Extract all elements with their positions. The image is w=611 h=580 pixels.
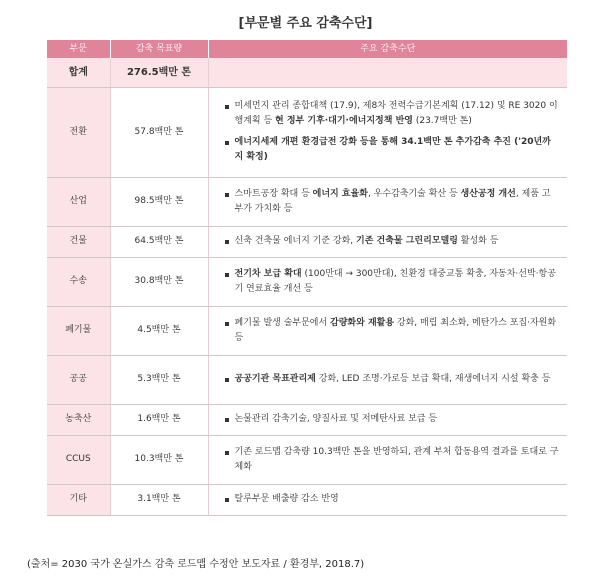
total-sector: 합계 xyxy=(47,58,110,87)
reduction-means-table xyxy=(47,40,567,516)
bullet-item xyxy=(225,135,560,165)
means-cell xyxy=(208,484,567,515)
means-cell xyxy=(208,435,567,484)
table-header-row xyxy=(47,40,567,58)
bullet-item xyxy=(225,372,560,387)
target-cell: 4.5백만 톤 xyxy=(110,306,208,355)
target-cell: 5.3백만 톤 xyxy=(110,355,208,404)
sector-cell: CCUS xyxy=(47,435,110,484)
target-cell: 10.3백만 톤 xyxy=(110,435,208,484)
bullet-text: 강화, LED 조명·가로등 보급 확대, 재생에너지 시설 확충 등 xyxy=(315,374,551,384)
bullet-item xyxy=(225,412,560,427)
sector-cell: 산업 xyxy=(47,177,110,226)
table-row xyxy=(47,484,567,515)
bullet-text: 에너지 효율화 xyxy=(312,188,368,199)
target-cell: 64.5백만 톤 xyxy=(110,226,208,257)
means-cell xyxy=(208,177,567,226)
bullet-item xyxy=(225,187,560,217)
means-cell xyxy=(208,355,567,404)
table-row xyxy=(47,177,567,226)
table-row xyxy=(47,306,567,355)
table-row xyxy=(47,226,567,257)
sector-cell: 전환 xyxy=(47,87,110,177)
target-cell: 57.8백만 톤 xyxy=(110,87,208,177)
table-row xyxy=(47,257,567,306)
bullet-text: 전기차 보급 확대 xyxy=(234,268,302,279)
bullet-text: 에너지세제 개편 환경급전 강화 등을 통해 34.1백만 톤 추가감축 추진 ('20년까지 확정) xyxy=(234,137,551,162)
sector-cell: 폐기물 xyxy=(47,306,110,355)
bullet-text: 신축 건축물 에너지 기준 강화, xyxy=(234,236,356,246)
source-note: (출처= 2030 국가 온실가스 감축 로드맵 수정안 보도자료 / 환경부, 2018.7) xyxy=(27,559,365,570)
target-cell: 30.8백만 톤 xyxy=(110,257,208,306)
bullet-text: 현 정부 기후·대기·에너지정책 반영 xyxy=(275,116,413,126)
header-sector: 부문 xyxy=(47,40,110,58)
bullet-item xyxy=(225,267,560,297)
sector-cell: 공공 xyxy=(47,355,110,404)
bullet-text: (100만대 → 300만대), 친환경 대중교통 확충, 자동차·선박·항공기 연료효율 개선 등 xyxy=(234,268,556,294)
table-row xyxy=(47,355,567,404)
document-title: [부문별 주요 감축수단] xyxy=(238,16,373,31)
bullet-text: 공공기관 목표관리제 xyxy=(234,374,316,384)
means-cell xyxy=(208,404,567,435)
bullet-item xyxy=(225,492,560,507)
header-target: 감축 목표량 xyxy=(110,40,208,58)
bullet-item xyxy=(225,234,560,249)
sector-cell: 건물 xyxy=(47,226,110,257)
sector-cell: 농축산 xyxy=(47,404,110,435)
bullet-text: 기존 로드맵 감축량 10.3백만 톤을 반영하되, 관계 부처 합동용역 결과를 토대로 구체화 xyxy=(234,446,559,472)
means-cell xyxy=(208,87,567,177)
table-row xyxy=(47,404,567,435)
bullet-text: 기존 건축물 그린리모델링 xyxy=(356,236,458,246)
total-means xyxy=(208,58,567,87)
target-cell: 3.1백만 톤 xyxy=(110,484,208,515)
bullet-item xyxy=(225,99,560,129)
target-cell: 98.5백만 톤 xyxy=(110,177,208,226)
target-cell: 1.6백만 톤 xyxy=(110,404,208,435)
bullet-item xyxy=(225,316,560,346)
table-row xyxy=(47,87,567,177)
bullet-text: 감량화와 재활용 xyxy=(330,317,395,328)
bullet-text: 논물관리 감축기술, 양질사료 및 저메탄사료 보급 등 xyxy=(234,414,438,424)
bullet-text: 활성화 등 xyxy=(457,236,499,246)
bullet-text: , 제품 고부가 가치화 등 xyxy=(234,188,551,214)
bullet-item xyxy=(225,445,560,475)
sector-cell: 수송 xyxy=(47,257,110,306)
means-cell xyxy=(208,257,567,306)
total-row xyxy=(47,58,567,87)
bullet-text: 생산공정 개선 xyxy=(460,188,516,199)
bullet-text: 스마트공장 확대 등 xyxy=(234,188,313,199)
bullet-text: 폐기물 발생 술부문에서 xyxy=(234,317,331,328)
bullet-text: , 우수감축기술 확산 등 xyxy=(367,188,461,199)
means-cell xyxy=(208,226,567,257)
bullet-text: 미세먼지 관리 종합대책 (17.9), 제8차 전력수급기본계획 (17.12) 및 RE 3020 이행계획 등 xyxy=(234,101,558,126)
bullet-text: 강화, 매립 최소화, 메탄가스 포집·자원화 등 xyxy=(234,317,557,343)
total-target: 276.5백만 톤 xyxy=(110,58,208,87)
bullet-text: 탈루부문 배출량 감소 반영 xyxy=(234,494,339,504)
sector-cell: 기타 xyxy=(47,484,110,515)
table-row xyxy=(47,435,567,484)
means-cell xyxy=(208,306,567,355)
bullet-text: (23.7백만 톤) xyxy=(412,116,472,126)
header-means: 주요 감축수단 xyxy=(208,40,567,58)
